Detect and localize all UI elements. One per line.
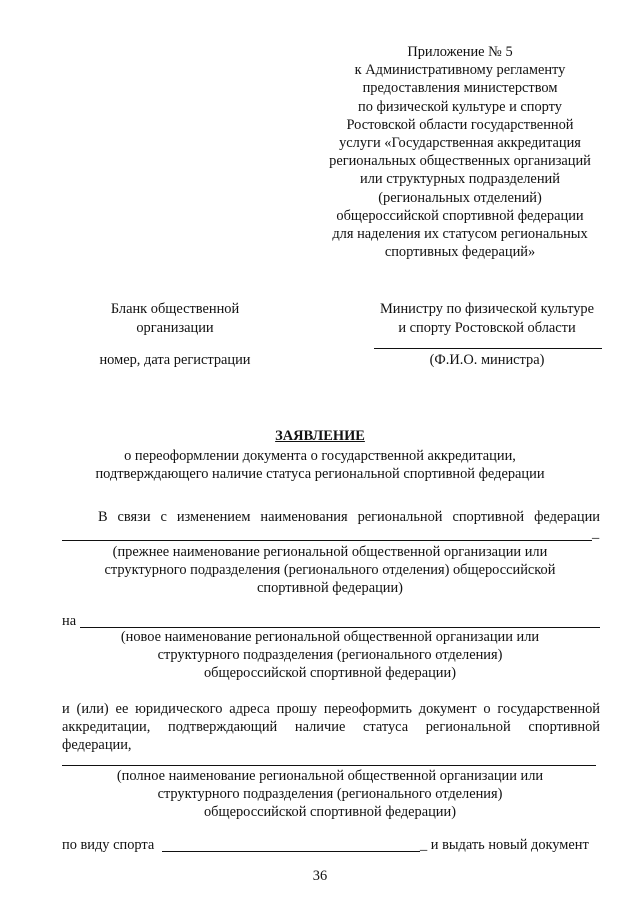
previous-name-caption — [60, 543, 600, 597]
sport-line — [162, 851, 420, 852]
subtitle-line: подтверждающего наличие статуса региональной спортивной федерации — [95, 466, 545, 482]
addressee — [362, 300, 612, 338]
appendix-line: Ростовской области государственной — [346, 116, 574, 133]
sport-label: по виду спорта — [62, 837, 155, 853]
document-title: ЗАЯВЛЕНИЕ — [275, 428, 365, 444]
appendix-line: региональных общественных организаций — [329, 153, 591, 170]
na-label: на — [62, 613, 77, 629]
appendix-line: спортивных федераций» — [384, 244, 536, 261]
caption-line: структурного подразделения (регионального отделения) — [157, 786, 503, 802]
paragraph-request-line2: аккредитации, подтверждающий наличие статуса региональной спортивной — [62, 719, 600, 735]
minister-name-line — [374, 348, 602, 349]
full-name-caption — [60, 767, 600, 821]
appendix-line: услуги «Государственная аккредитация — [339, 135, 581, 152]
sport-tail: _ и выдать новый документ — [420, 837, 589, 853]
subtitle-line: о переоформлении документа о государственной аккредитации, — [124, 448, 516, 464]
page-number: 36 — [312, 868, 328, 884]
caption-line: структурного подразделения (регионального отделения) общероссийской — [104, 562, 556, 578]
caption-line: спортивной федерации) — [257, 580, 403, 596]
appendix-line: предоставления министерством — [362, 80, 558, 97]
appendix-line: Приложение № 5 — [407, 44, 513, 60]
addressee-line: Министру по физической культуре — [379, 301, 594, 317]
new-name-caption — [60, 628, 600, 682]
addressee-line: и спорту Ростовской области — [398, 320, 576, 336]
caption-line: общероссийской спортивной федерации) — [203, 665, 457, 681]
appendix-line: для наделения их статусом региональных — [332, 226, 588, 243]
appendix-line: к Административному регламенту — [354, 62, 566, 79]
caption-line: (полное наименование региональной общественной организации или — [116, 768, 544, 784]
organization-letterhead — [60, 300, 290, 338]
registration-info: номер, дата регистрации — [99, 352, 251, 368]
caption-line: (новое наименование региональной общественной организации или — [120, 629, 540, 645]
previous-name-line — [62, 540, 592, 541]
appendix-line: или структурных подразделений — [360, 171, 560, 188]
letterhead-line: Бланк общественной — [110, 301, 240, 317]
letterhead-line: организации — [136, 320, 214, 336]
caption-line: общероссийской спортивной федерации) — [203, 804, 457, 820]
caption-line: структурного подразделения (регионального отделения) — [157, 647, 503, 663]
caption-line: (прежнее наименование региональной общественной организации или — [112, 544, 548, 560]
appendix-line: общероссийской спортивной федерации — [336, 207, 584, 224]
full-name-line — [62, 765, 596, 766]
paragraph-request-line1: и (или) ее юридического адреса прошу переоформить документ о государственной — [62, 701, 600, 717]
appendix-header — [300, 43, 620, 261]
document-subtitle — [0, 447, 640, 483]
appendix-line: (региональных отделений) — [378, 189, 542, 206]
minister-name-caption: (Ф.И.О. министра) — [429, 352, 545, 368]
paragraph-intro: В связи с изменением наименования региональной спортивной федерации — [98, 509, 600, 525]
appendix-line: по физической культуре и спорту — [358, 98, 562, 115]
previous-name-line-tail: _ — [592, 525, 600, 541]
paragraph-request-line3: федерации, — [62, 737, 132, 753]
